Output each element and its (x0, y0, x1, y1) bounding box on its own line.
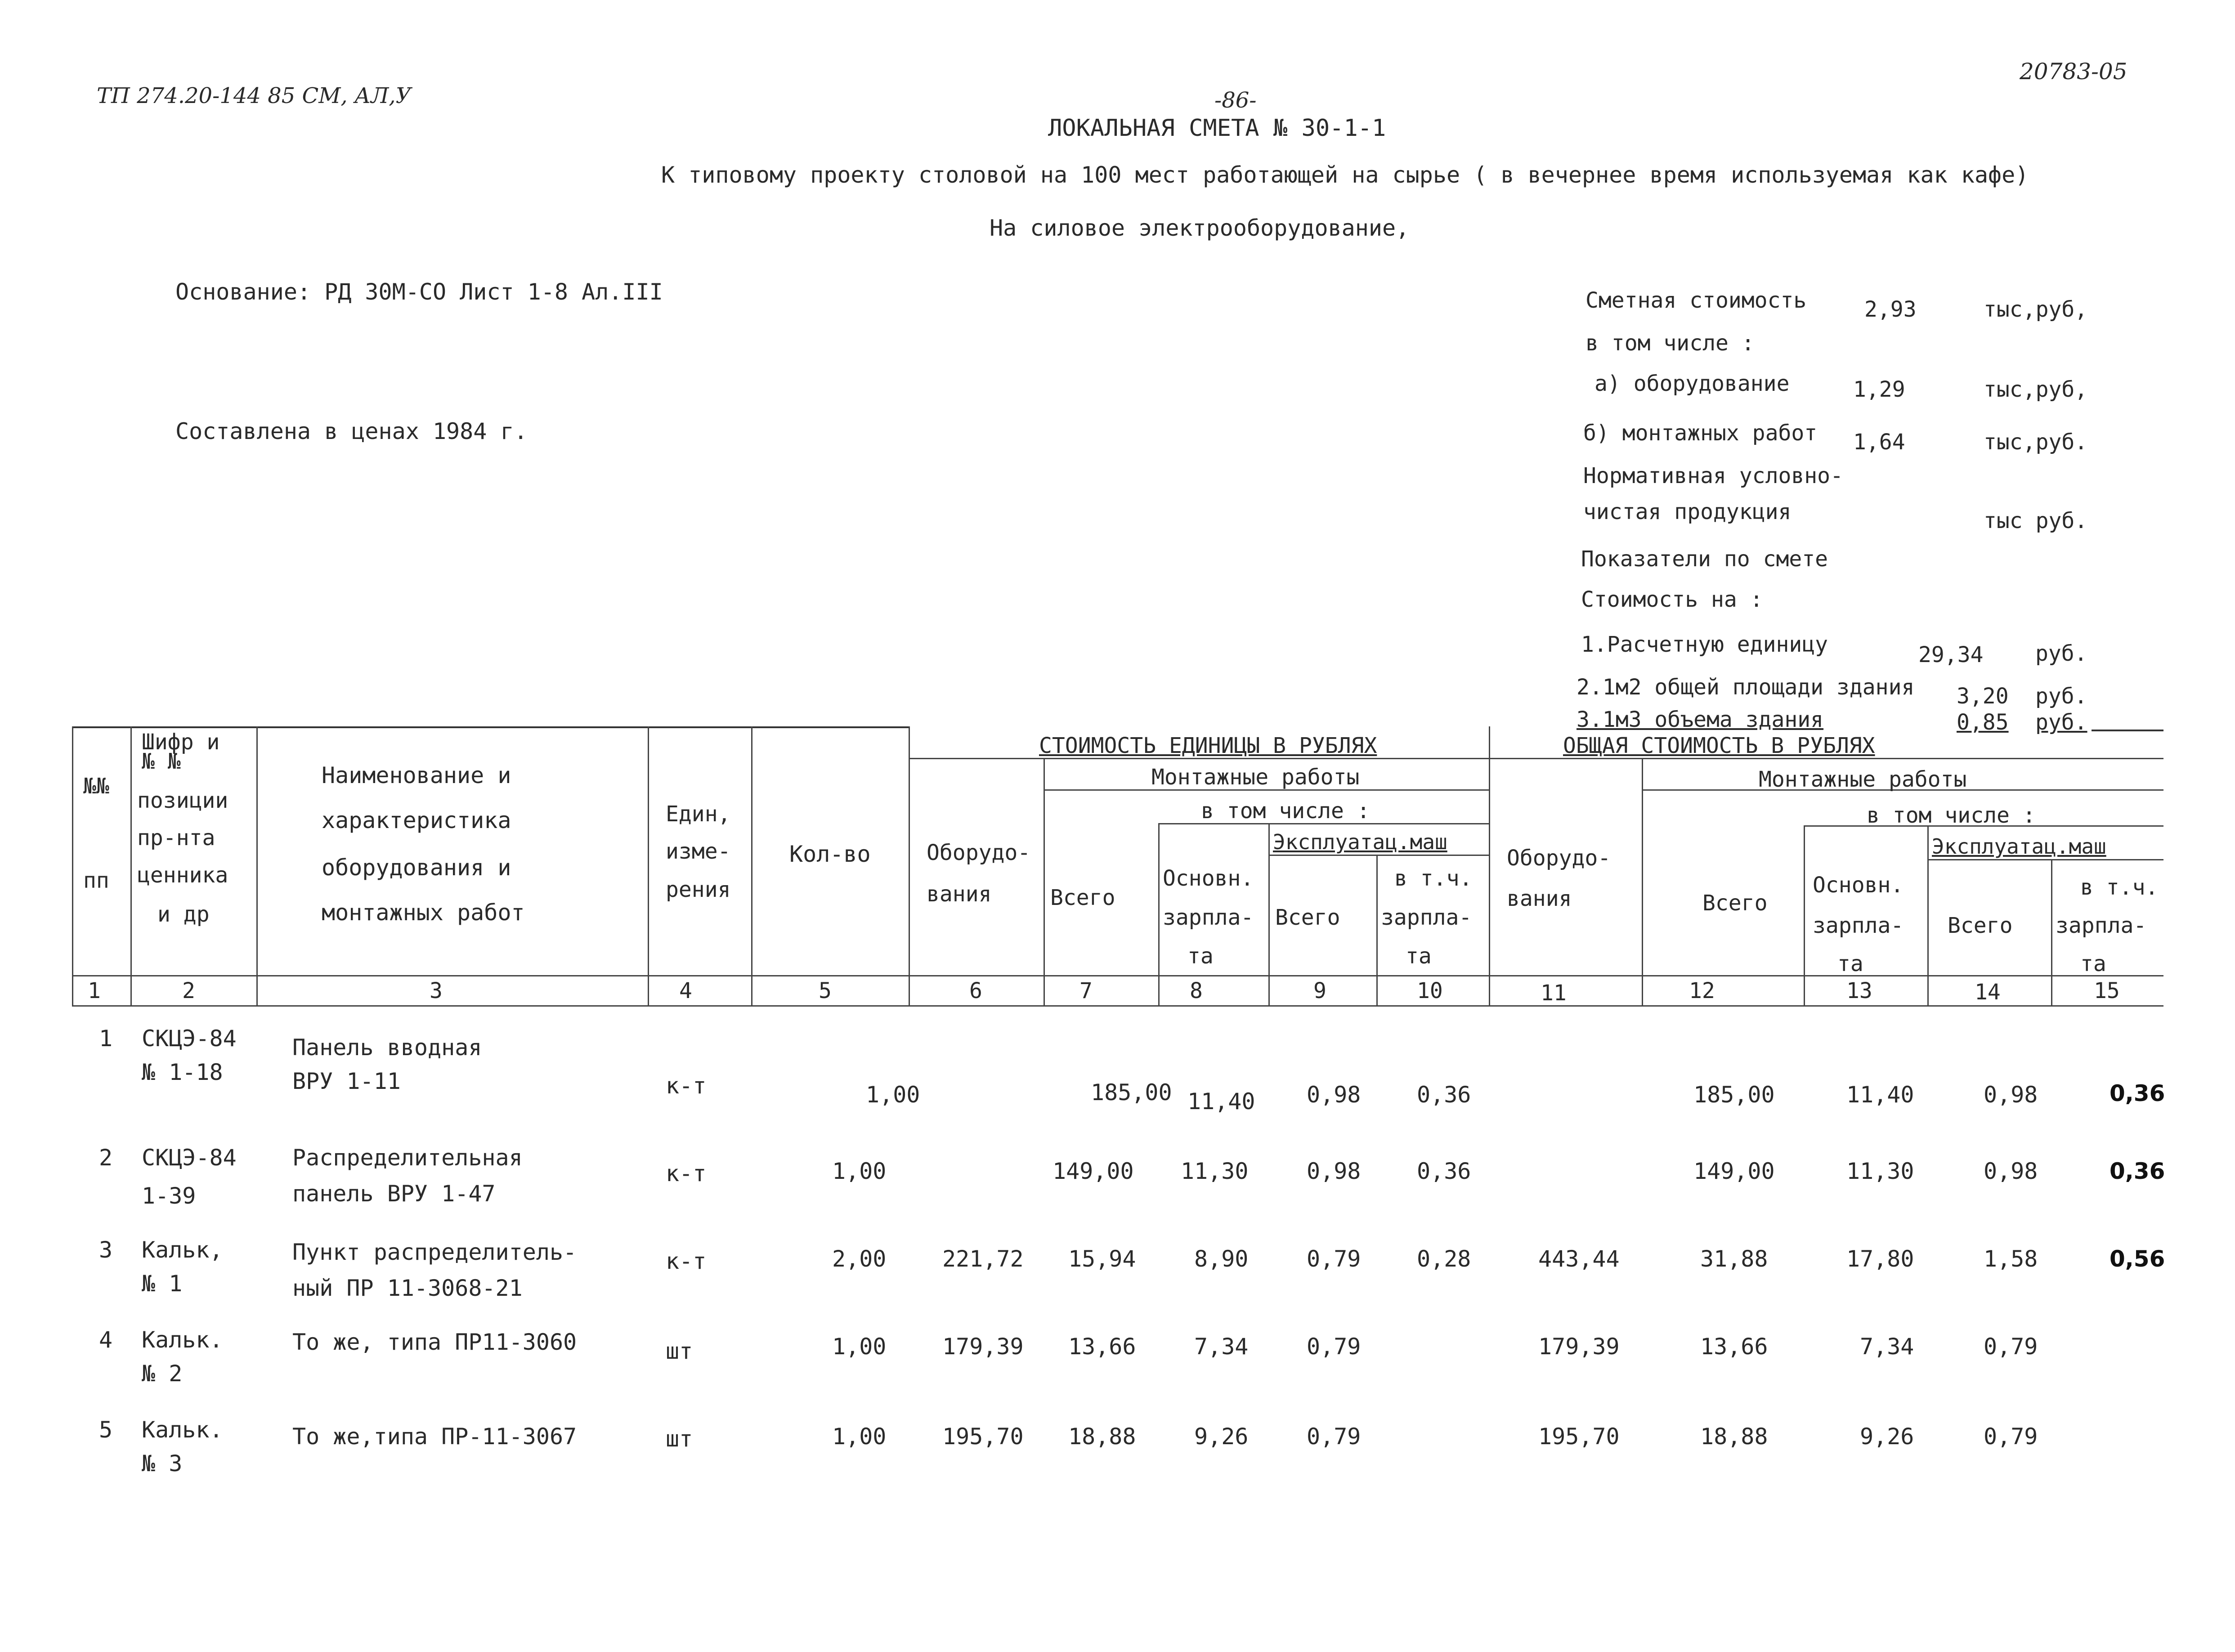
unit-total-header: Всего (1050, 885, 1115, 910)
cost-on-label: Стоимость на : (1581, 587, 1763, 612)
row-unit-expl-salary: 0,36 (1417, 1082, 1471, 1108)
unit-expl-salary-header-3: та (1406, 944, 1432, 969)
row-name-1: То же,типа ПР-11-3067 (292, 1424, 577, 1450)
col3-header-line: оборудования и (322, 855, 511, 881)
row-unit: к-т (666, 1073, 707, 1099)
col4-header-line: рения (666, 877, 731, 902)
project-subtitle: К типовому проекту столовой на 100 мест работающей на сырье ( в вечернее время используемая как кафе) (661, 162, 2029, 188)
total-mont-header: Монтажные работы (1759, 767, 1967, 792)
column-number: 7 (1079, 978, 1093, 1003)
total-equip-header-1: Оборудо- (1507, 846, 1611, 871)
row-unit-salary: 11,30 (1181, 1158, 1249, 1184)
row-name-1: Панель вводная (292, 1034, 482, 1061)
total-cost-header: ОБЩАЯ СТОИМОСТЬ В РУБЛЯХ (1563, 733, 1875, 758)
indicator-3-label: 3.1м3 объема здания (1577, 707, 1824, 732)
row-name-1: Пункт распределитель- (292, 1239, 577, 1265)
row-total-total: 149,00 (1693, 1158, 1775, 1184)
column-number: 11 (1541, 980, 1567, 1006)
row-unit: к-т (666, 1160, 707, 1186)
row-code-1: СКЦЭ-84 (142, 1025, 237, 1052)
unit-salary-header-3: та (1187, 944, 1214, 969)
column-number: 1 (88, 978, 101, 1003)
table-top-border-right (2092, 730, 2163, 731)
column-number: 8 (1190, 978, 1203, 1003)
row-qty: 2,00 (832, 1246, 887, 1272)
row-total-expl-salary: 0,36 (2110, 1080, 2165, 1106)
indicators-label: Показатели по смете (1581, 546, 1828, 572)
total-salary-header-2: зарпла- (1813, 913, 1904, 938)
total-equip-header-2: вания (1507, 886, 1572, 911)
col-border (1927, 825, 1929, 1005)
equipment-value: 1,29 (1853, 377, 1905, 402)
document-code: ТП 274.20-144 85 СМ, АЛ,У (97, 83, 412, 108)
total-expl-salary-header-3: та (2080, 951, 2106, 976)
row-total-salary: 11,30 (1846, 1158, 1914, 1184)
row-unit-total: 15,94 (1068, 1246, 1136, 1272)
column-number: 6 (969, 978, 982, 1003)
row-code-2: 1-39 (142, 1183, 196, 1209)
unit-expl-header: Эксплуатац.маш (1273, 830, 1447, 854)
unit-expl-salary-header-2: зарпла- (1381, 905, 1472, 930)
row-name-1: То же, типа ПР11-3060 (292, 1329, 577, 1355)
column-number: 10 (1417, 978, 1443, 1003)
total-expl-rule (1927, 859, 2163, 860)
page-title: ЛОКАЛЬНАЯ СМЕТА № 30-1-1 (1048, 115, 1386, 142)
col2-header-line: Шифр и (142, 730, 220, 755)
indicator-3-value: 0,85 (1957, 710, 2009, 735)
row-total-expl-salary: 0,56 (2110, 1246, 2165, 1272)
col-border (909, 726, 910, 1005)
row-total-expl: 0,79 (1984, 1334, 2038, 1360)
row-code-1: СКЦЭ-84 (142, 1145, 237, 1171)
indicator-1-unit: руб. (2035, 641, 2087, 666)
row-total-total: 31,88 (1700, 1246, 1768, 1272)
col2-header-line: и др (157, 902, 210, 927)
col-border (1268, 823, 1270, 1005)
row-unit-expl: 0,98 (1307, 1158, 1361, 1184)
row-code-2: № 1-18 (142, 1059, 223, 1085)
row-number: 5 (99, 1417, 113, 1443)
col2-header-line: пр-нта (137, 825, 215, 851)
col4-header-line: изме- (666, 839, 731, 864)
total-expl-header: Эксплуатац.маш (1932, 834, 2106, 859)
norm-unit: тыс руб. (1984, 508, 2088, 533)
row-qty: 1,00 (832, 1158, 887, 1184)
cost-value: 2,93 (1864, 297, 1917, 322)
row-name-2: ный ПР 11-3068-21 (292, 1275, 523, 1301)
row-name-2: ВРУ 1-11 (292, 1068, 401, 1094)
row-code-1: Кальк. (142, 1327, 223, 1353)
row-total-total: 185,00 (1693, 1082, 1775, 1108)
row-qty: 1,00 (832, 1334, 887, 1360)
col-border (72, 726, 73, 1005)
unit-expl-rule (1268, 855, 1489, 856)
column-number: 13 (1846, 978, 1872, 1003)
col-border (751, 726, 752, 1005)
column-number: 5 (819, 978, 832, 1003)
row-total-salary: 9,26 (1860, 1424, 1914, 1450)
row-total-equip: 195,70 (1538, 1424, 1620, 1450)
row-code-2: № 2 (142, 1361, 183, 1387)
column-number: 4 (679, 978, 692, 1003)
row-unit-equip: 179,39 (942, 1334, 1024, 1360)
row-unit-expl-salary: 0,28 (1417, 1246, 1471, 1272)
col-border (1158, 823, 1160, 1005)
row-unit-expl-salary: 0,36 (1417, 1158, 1471, 1184)
unit-equip-header-1: Оборудо- (927, 840, 1031, 865)
row-unit-equip: 221,72 (942, 1246, 1024, 1272)
col-border (256, 726, 258, 1005)
col3-header-line: характеристика (322, 807, 511, 833)
row-number: 3 (99, 1237, 113, 1263)
col5-header: Кол-во (789, 841, 871, 867)
unit-cost-header: СТОИМОСТЬ ЕДИНИЦЫ В РУБЛЯХ (1039, 733, 1377, 758)
total-expl-salary-header-2: зарпла- (2056, 913, 2147, 938)
col-border (1489, 726, 1490, 1005)
unit-equip-header-2: вания (927, 882, 992, 907)
total-expl-salary-header-1: в т.ч. (2080, 875, 2159, 900)
row-name-2: панель ВРУ 1-47 (292, 1181, 496, 1207)
unit-expl-total-header: Всего (1275, 905, 1340, 930)
indicator-1-value: 29,34 (1918, 642, 1984, 667)
unit-salary-header-1: Основн. (1163, 866, 1254, 891)
col2-header-line: ценника (137, 863, 228, 888)
page-number: -86- (1214, 88, 1257, 113)
row-unit-salary: 8,90 (1194, 1246, 1249, 1272)
col1-header-line2: пп (83, 868, 109, 893)
row-unit-salary: 11,40 (1187, 1088, 1255, 1115)
row-code-1: Кальк. (142, 1417, 223, 1443)
row-code-1: Кальк, (142, 1237, 223, 1263)
cost-label: Сметная стоимость (1586, 288, 1807, 313)
row-unit-expl: 0,79 (1307, 1424, 1361, 1450)
row-total-expl: 0,98 (1984, 1158, 2038, 1184)
row-total-total: 13,66 (1700, 1334, 1768, 1360)
total-salary-header-1: Основн. (1813, 873, 1904, 898)
montage-unit: тыс,руб. (1984, 430, 2088, 455)
col-border (648, 726, 649, 1005)
montage-label: б) монтажных работ (1583, 421, 1818, 446)
col-border (130, 726, 132, 1005)
row-unit-expl: 0,79 (1307, 1334, 1361, 1360)
col-border (1376, 855, 1378, 1005)
row-unit-salary: 7,34 (1194, 1334, 1249, 1360)
row-unit-total: 13,66 (1068, 1334, 1136, 1360)
row-total-expl-salary: 0,36 (2110, 1158, 2165, 1184)
row-total-expl: 1,58 (1984, 1246, 2038, 1272)
col4-header-line: Един, (666, 801, 731, 827)
column-number: 9 (1313, 978, 1326, 1003)
col-border (2051, 859, 2052, 1005)
montage-value: 1,64 (1853, 430, 1905, 455)
header-bottom-rule (72, 1005, 2163, 1007)
row-unit: к-т (666, 1248, 707, 1274)
column-number: 15 (2094, 978, 2120, 1003)
total-expl-total-header: Всего (1948, 913, 2013, 938)
row-qty: 1,00 (866, 1082, 920, 1108)
row-code-2: № 3 (142, 1451, 183, 1477)
row-number: 1 (99, 1025, 113, 1052)
norm-label-2: чистая продукция (1583, 499, 1792, 524)
norm-label-1: Нормативная условно- (1583, 463, 1843, 488)
row-unit-total: 185,00 (1091, 1079, 1172, 1106)
row-unit: шт (666, 1426, 693, 1452)
prices-line: Составлена в ценах 1984 г. (175, 418, 528, 444)
unit-mont-header: Монтажные работы (1151, 765, 1360, 790)
cost-unit: тыс,руб, (1984, 297, 2088, 322)
incl-label: в том числе : (1586, 331, 1755, 356)
row-name-1: Распределительная (292, 1145, 523, 1171)
row-unit-total: 149,00 (1053, 1158, 1134, 1184)
column-number: 12 (1689, 978, 1715, 1003)
row-total-salary: 17,80 (1846, 1246, 1914, 1272)
row-total-expl: 0,79 (1984, 1424, 2038, 1450)
row-number: 2 (99, 1145, 113, 1171)
total-total-header: Всего (1702, 891, 1768, 916)
section-subtitle: На силовое электрооборудование, (990, 215, 1410, 241)
row-unit-salary: 9,26 (1194, 1424, 1249, 1450)
unit-salary-header-2: зарпла- (1163, 905, 1254, 930)
indicator-3-unit: руб. (2035, 710, 2087, 735)
col-border (1044, 758, 1045, 1005)
row-total-total: 18,88 (1700, 1424, 1768, 1450)
col3-header-line: Наименование и (322, 762, 511, 788)
col2-header-line: позиции (137, 788, 228, 813)
col-border (1804, 825, 1805, 1005)
indicator-2-value: 3,20 (1957, 684, 2009, 709)
col2-header-line: № № (142, 749, 181, 774)
row-qty: 1,00 (832, 1424, 887, 1450)
indicator-2-unit: руб. (2035, 684, 2087, 709)
equipment-label: а) оборудование (1595, 371, 1790, 396)
unit-expl-salary-header-1: в т.ч. (1394, 866, 1473, 891)
column-number: 3 (430, 978, 443, 1003)
row-total-equip: 443,44 (1538, 1246, 1620, 1272)
indicator-2-label: 2.1м2 общей площади здания (1577, 675, 1915, 700)
col1-header-line1: №№ (83, 774, 109, 799)
equipment-unit: тыс,руб, (1984, 377, 2088, 402)
col3-header-line: монтажных работ (322, 900, 525, 926)
column-number: 14 (1975, 980, 2001, 1005)
row-total-salary: 7,34 (1860, 1334, 1914, 1360)
row-code-2: № 1 (142, 1271, 183, 1297)
total-salary-header-3: та (1837, 951, 1863, 976)
row-unit: шт (666, 1338, 693, 1364)
column-number: 2 (182, 978, 195, 1003)
row-total-equip: 179,39 (1538, 1334, 1620, 1360)
row-total-salary: 11,40 (1846, 1082, 1914, 1108)
table-top-border (72, 726, 909, 728)
row-total-expl: 0,98 (1984, 1082, 2038, 1108)
archive-stamp: 20783-05 (2020, 58, 2128, 85)
total-incl-header: в том числе : (1867, 803, 2036, 828)
col-border (1642, 758, 1643, 1005)
row-number: 4 (99, 1327, 113, 1353)
row-unit-equip: 195,70 (942, 1424, 1024, 1450)
basis-line: Основание: РД 30М-СО Лист 1-8 Ал.III (175, 279, 663, 305)
row-unit-expl: 0,79 (1307, 1246, 1361, 1272)
row-unit-total: 18,88 (1068, 1424, 1136, 1450)
indicator-1-label: 1.Расчетную единицу (1581, 632, 1828, 657)
row-unit-expl: 0,98 (1307, 1082, 1361, 1108)
unit-incl-header: в том числе : (1201, 798, 1370, 824)
